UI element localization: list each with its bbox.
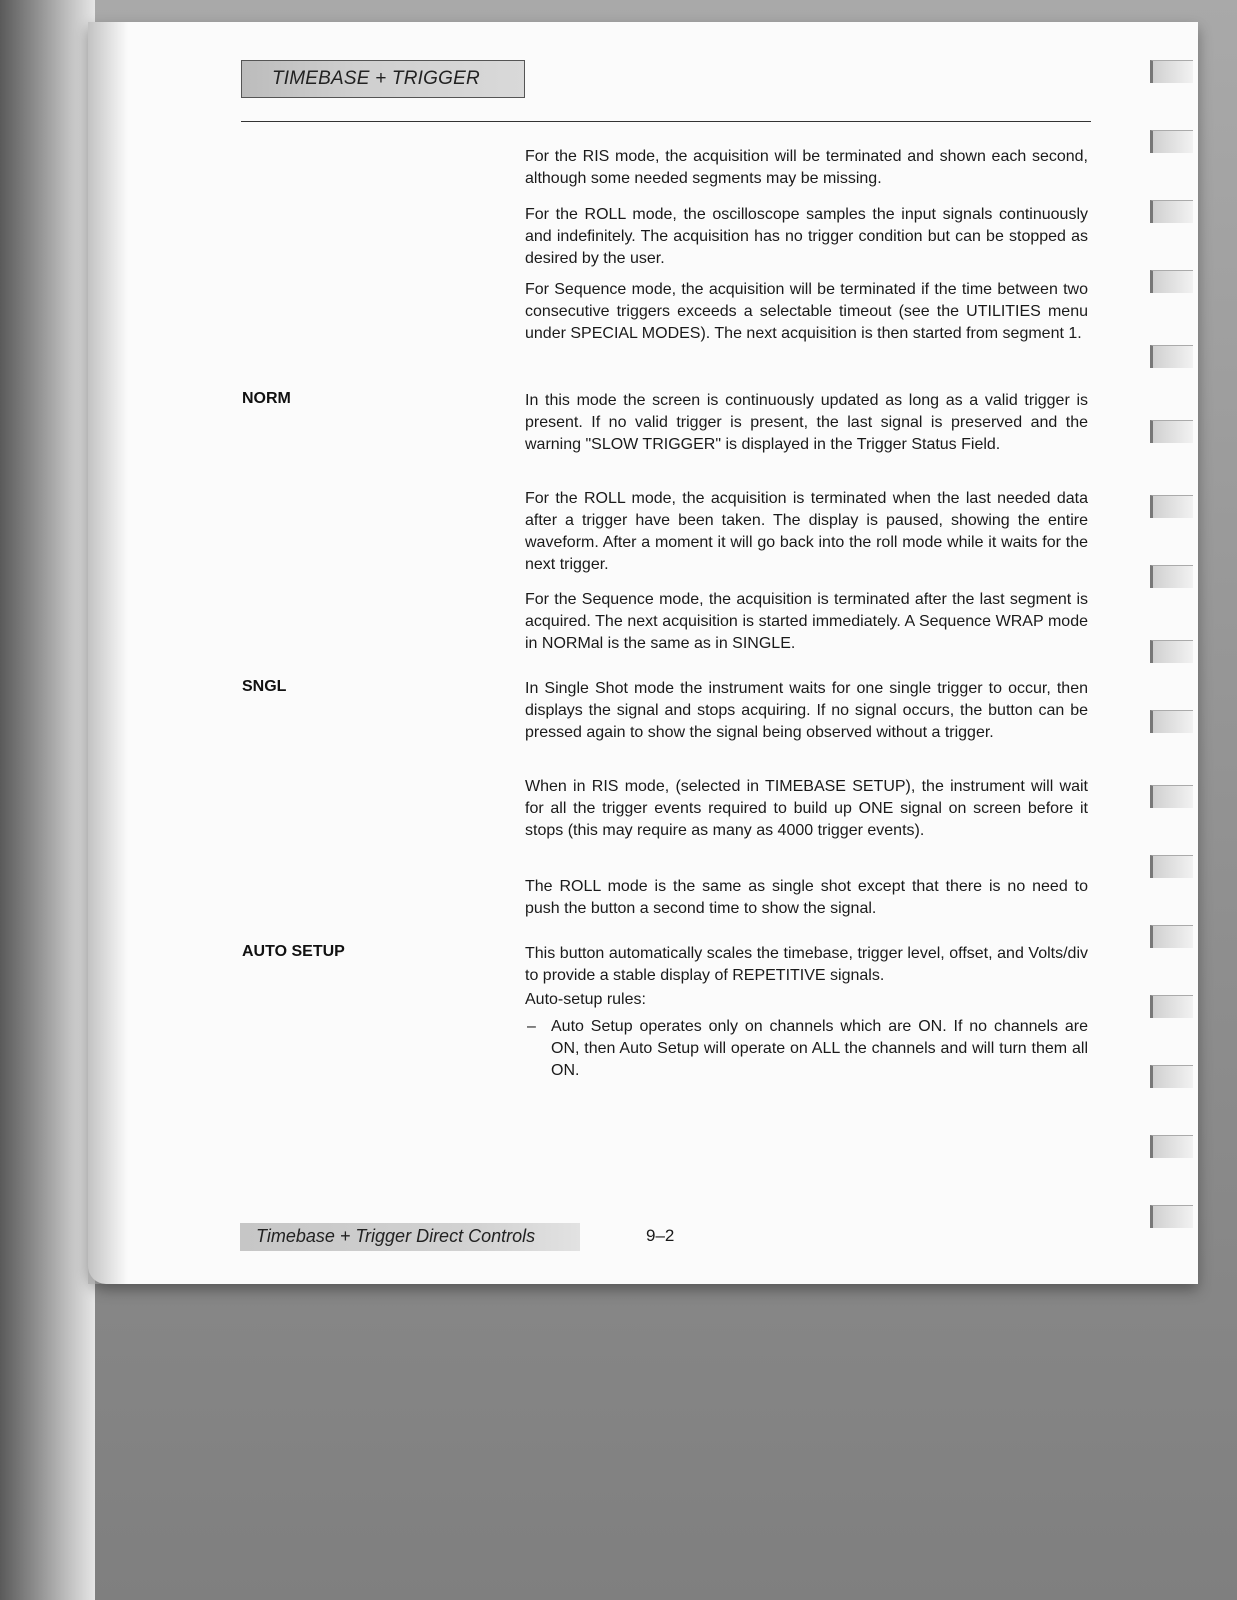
sngl-paragraph-3: The ROLL mode is the same as single shot except that there is no need to push the button a second time to show the signal. — [525, 878, 1088, 917]
auto-setup-rule-text: Auto Setup operates only on channels which are ON. If no channels are ON, then Auto Setup will operate on ALL the channels and will turn them all ON. — [551, 1018, 1088, 1079]
index-tab — [1150, 565, 1193, 588]
bullet-dash: – — [527, 1018, 536, 1035]
auto-setup-label: AUTO SETUP — [242, 943, 345, 960]
norm-paragraph-3: For the Sequence mode, the acquisition is terminated after the last segment is acquired. The next acquisition is started immediately. A Sequence WRAP mode in NORMal is the same as in SINGLE. — [525, 591, 1088, 652]
index-tab — [1150, 925, 1193, 948]
index-tab — [1150, 270, 1193, 293]
norm-label: NORM — [242, 390, 291, 407]
page-number: 9–2 — [646, 1226, 675, 1245]
section-header-box — [241, 60, 525, 98]
section-title: TIMEBASE + TRIGGER — [272, 68, 480, 89]
manual-page — [88, 22, 1198, 1284]
index-tab — [1150, 345, 1193, 368]
norm-paragraph-2: For the ROLL mode, the acquisition is terminated when the last needed data after a trigger have been taken. The display is paused, showing the entire waveform. After a moment it will go back into the roll mode while it waits for the next trigger. — [525, 490, 1088, 573]
index-tab — [1150, 1205, 1193, 1228]
auto-setup-rule-item — [525, 1016, 1088, 1082]
index-tab — [1150, 1065, 1193, 1088]
sngl-paragraph-2: When in RIS mode, (selected in TIMEBASE SETUP), the instrument will wait for all the trigger events required to build up ONE signal on screen before it stops (this may require as many as 4000 trigger events). — [525, 778, 1088, 839]
index-tab — [1150, 995, 1193, 1018]
norm-paragraph-1: In this mode the screen is continuously updated as long as a valid trigger is present. If no valid trigger is present, the last signal is preserved and the warning "SLOW TRIGGER" is displayed in the Trigger Status Field. — [525, 392, 1088, 453]
paragraph-roll: For the ROLL mode, the oscilloscope samples the input signals continuously and indefinitely. The acquisition has no trigger condition but can be stopped as desired by the user. — [525, 206, 1088, 267]
sngl-paragraph-1: In Single Shot mode the instrument waits for one single trigger to occur, then displays the signal and stops acquiring. If no signal occurs, the button can be pressed again to show the signal being observed without a trigger. — [525, 680, 1088, 741]
book-spine-shadow — [0, 0, 95, 1600]
index-tab — [1150, 1135, 1193, 1158]
footer-chapter-box — [240, 1223, 580, 1251]
page-curve-shadow — [88, 22, 128, 1284]
sngl-label: SNGL — [242, 678, 287, 695]
paragraph-ris: For the RIS mode, the acquisition will be terminated and shown each second, although some needed segments may be missing. — [525, 148, 1088, 187]
auto-setup-rules-heading: Auto-setup rules: — [525, 991, 646, 1008]
paragraph-sequence: For Sequence mode, the acquisition will be terminated if the time between two consecutive triggers exceeds a selectable timeout (see the UTILITIES menu under SPECIAL MODES). The next acquisition is then started from segment 1. — [525, 281, 1088, 342]
index-tab — [1150, 855, 1193, 878]
index-tab — [1150, 710, 1193, 733]
index-tab — [1150, 495, 1193, 518]
header-rule — [241, 121, 1091, 122]
footer-chapter-title: Timebase + Trigger Direct Controls — [256, 1226, 536, 1246]
index-tab — [1150, 420, 1193, 443]
index-tab — [1150, 785, 1193, 808]
auto-setup-paragraph-1: This button automatically scales the timebase, trigger level, offset, and Volts/div to provide a stable display of REPETITIVE signals. — [525, 945, 1088, 984]
index-tab — [1150, 130, 1193, 153]
index-tab — [1150, 640, 1193, 663]
index-tab — [1150, 200, 1193, 223]
index-tab — [1150, 60, 1193, 83]
